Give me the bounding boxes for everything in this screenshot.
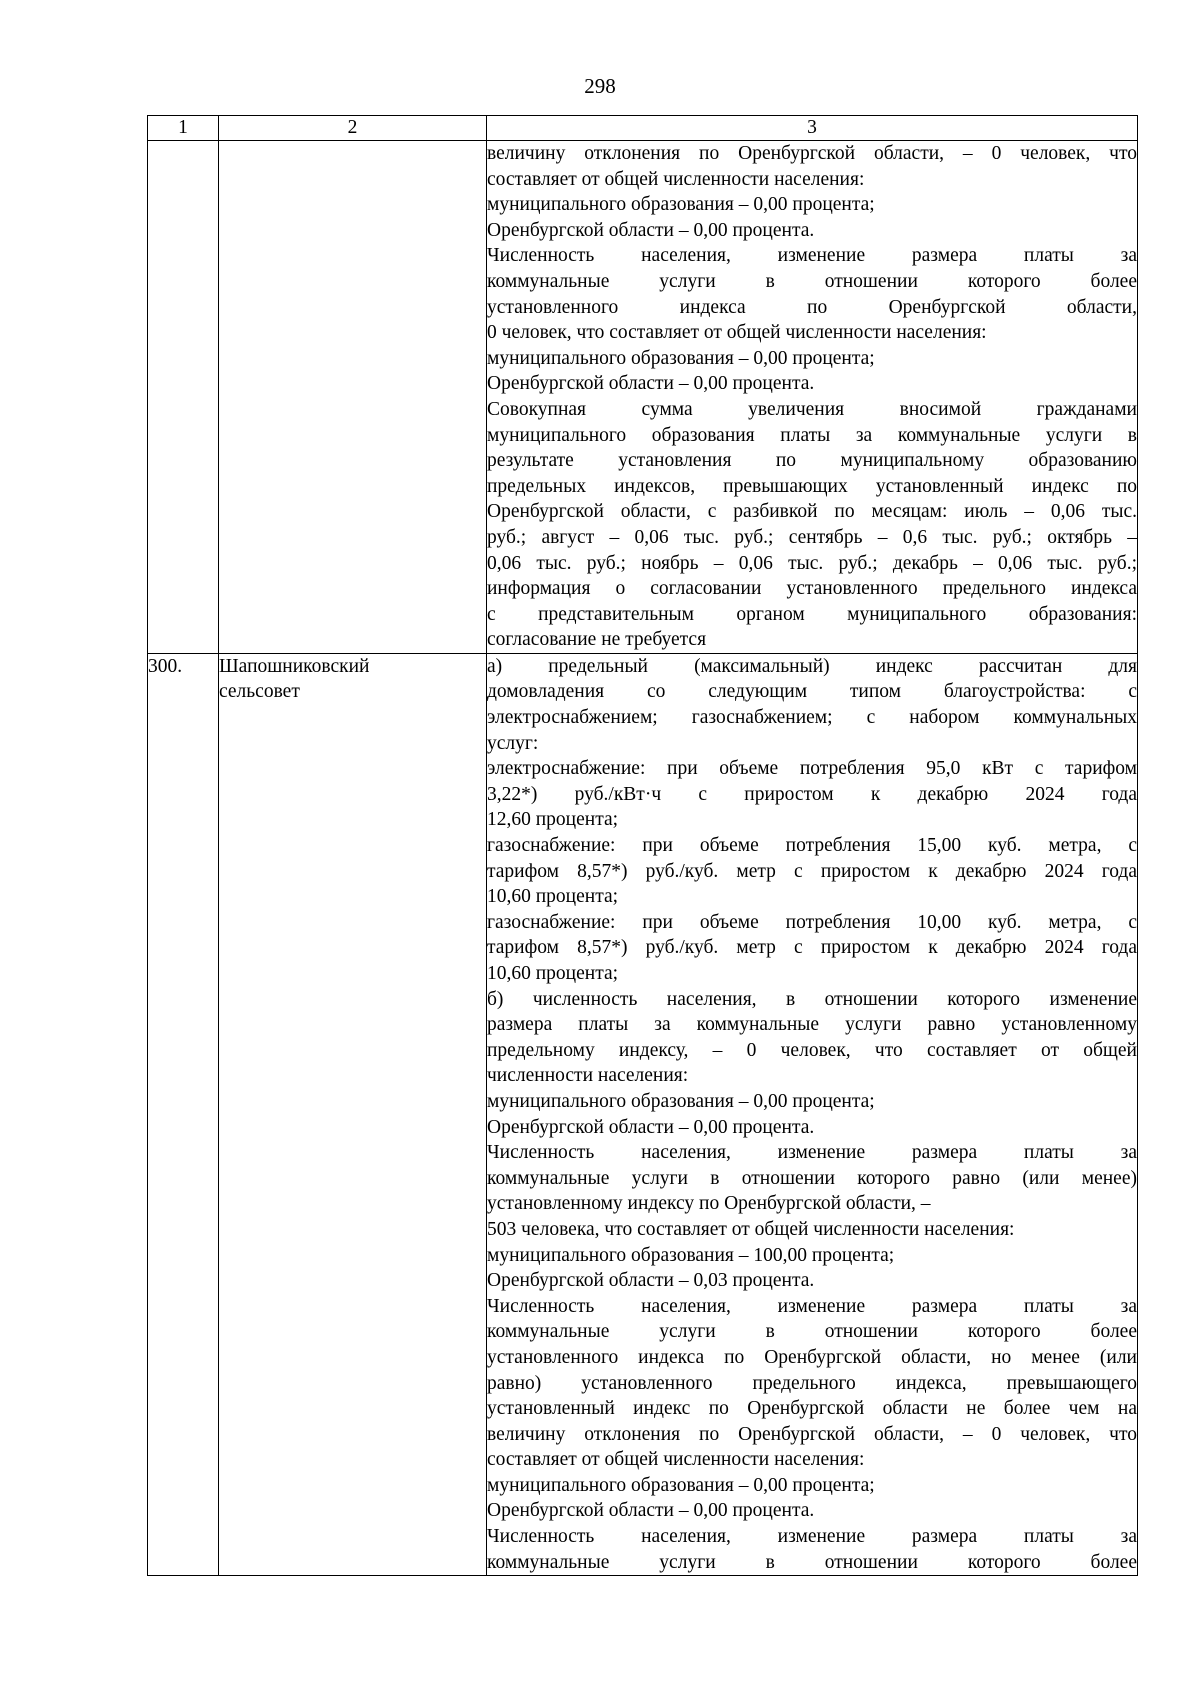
description-line: электроснабжением; газоснабжением; с набором коммунальных: [487, 707, 1137, 729]
page-number: 298: [584, 74, 616, 98]
description-line: коммунальные услуги в отношении которого более: [487, 1321, 1137, 1343]
row-description-cell: [487, 141, 1138, 654]
description-line: муниципального образования – 100,00 процента;: [487, 1244, 895, 1266]
column-header-2: 2: [219, 116, 487, 141]
description-line: Совокупная сумма увеличения вносимой гражданами: [487, 398, 1137, 420]
description-line: равно) установленного предельного индекса, превышающего: [487, 1372, 1137, 1394]
description-line: величину отклонения по Оренбургской области, – 0 человек, что: [487, 1423, 1137, 1445]
description-line: муниципального образования – 0,00 процента;: [487, 194, 875, 216]
description-line: Оренбургской области, с разбивкой по месяцам: июль – 0,06 тыс.: [487, 501, 1137, 523]
description-line: руб.; август – 0,06 тыс. руб.; сентябрь – 0,6 тыс. руб.; октябрь –: [487, 526, 1137, 548]
description-line: с представительным органом муниципального образования:: [487, 603, 1137, 625]
description-line: установленного индекса по Оренбургской области, но менее (или: [487, 1346, 1137, 1368]
description-line: 503 человека, что составляет от общей численности населения:: [487, 1218, 1015, 1240]
description-line: Численность населения, изменение размера платы за: [487, 1142, 1137, 1164]
column-header-3: 3: [487, 116, 1138, 141]
table-row: [148, 653, 1138, 1575]
description-line: муниципального образования – 0,00 процента;: [487, 1474, 875, 1496]
description-line: б) численность населения, в отношении которого изменение: [487, 988, 1137, 1010]
description-line: муниципального образования платы за коммунальные услуги в: [487, 424, 1137, 446]
description-line: 3,22*) руб./кВт·ч с приростом к декабрю 2024 года: [487, 783, 1137, 805]
description-line: коммунальные услуги в отношении которого равно (или менее): [487, 1167, 1137, 1189]
description-line: результате установления по муниципальному образованию: [487, 450, 1137, 472]
row-number-cell: 300.: [148, 653, 219, 1575]
description-line: Оренбургской области – 0,03 процента.: [487, 1270, 815, 1292]
description-line: муниципального образования – 0,00 процента;: [487, 1090, 875, 1112]
description-line: домовладения со следующим типом благоустройства: с: [487, 681, 1137, 703]
description-line: коммунальные услуги в отношении которого более: [487, 1551, 1137, 1573]
description-line: 0 человек, что составляет от общей численности населения:: [487, 322, 987, 344]
description-line: установленному индексу по Оренбургской области, –: [487, 1193, 931, 1215]
description-line: составляет от общей численности населения:: [487, 168, 865, 190]
description-line: тарифом 8,57*) руб./куб. метр с приростом к декабрю 2024 года: [487, 860, 1137, 882]
description-line: величину отклонения по Оренбургской области, – 0 человек, что: [487, 143, 1137, 164]
description-line: согласование не требуется: [487, 629, 707, 651]
description-line: 10,60 процента;: [487, 886, 619, 908]
column-header-1: 1: [148, 116, 219, 141]
description-line: Численность населения, изменение размера платы за: [487, 1295, 1137, 1317]
description-line: информация о согласовании установленного предельного индекса: [487, 578, 1137, 600]
description-line: Численность населения, изменение размера платы за: [487, 245, 1137, 267]
description-line: газоснабжение: при объеме потребления 15,00 куб. метра, с: [487, 835, 1137, 857]
description-line: 10,60 процента;: [487, 963, 619, 984]
description-line: Оренбургской области – 0,00 процента.: [487, 1500, 815, 1522]
description-line: газоснабжение: при объеме потребления 10,00 куб. метра, с: [487, 911, 1137, 933]
row-number-cell: [148, 141, 219, 654]
row-name-line: Шапошниковский: [219, 655, 370, 677]
description-line: 12,60 процента;: [487, 809, 619, 831]
description-line: коммунальные услуги в отношении которого более: [487, 270, 1137, 292]
description-line: установленный индекс по Оренбургской области не более чем на: [487, 1398, 1137, 1420]
description-line: предельному индексу, – 0 человек, что составляет от общей: [487, 1039, 1137, 1061]
table-header-row: [148, 116, 1138, 141]
description-line: размера платы за коммунальные услуги равно установленному: [487, 1014, 1137, 1036]
description-line: 0,06 тыс. руб.; ноябрь – 0,06 тыс. руб.; декабрь – 0,06 тыс. руб.;: [487, 552, 1137, 574]
description-line: Оренбургской области – 0,00 процента.: [487, 373, 815, 395]
table-row: [148, 141, 1138, 654]
description-line: а) предельный (максимальный) индекс рассчитан для: [487, 655, 1137, 677]
description-line: Численность населения, изменение размера платы за: [487, 1526, 1137, 1548]
description-line: Оренбургской области – 0,00 процента.: [487, 1116, 815, 1138]
row-description-cell: [487, 653, 1138, 1575]
description-line: муниципального образования – 0,00 процента;: [487, 347, 875, 369]
description-line: Оренбургской области – 0,00 процента.: [487, 219, 815, 241]
row-name-line: сельсовет: [219, 681, 300, 703]
description-line: установленного индекса по Оренбургской области,: [487, 296, 1137, 318]
description-line: услуг:: [487, 732, 539, 754]
description-line: предельных индексов, превышающих установленный индекс по: [487, 475, 1137, 497]
document-table: [147, 115, 1138, 1576]
row-name-cell: [219, 141, 487, 654]
row-name-cell: [219, 653, 487, 1575]
description-line: численности населения:: [487, 1065, 689, 1087]
description-line: электроснабжение: при объеме потребления 95,0 кВт с тарифом: [487, 758, 1137, 780]
description-line: составляет от общей численности населения:: [487, 1449, 865, 1471]
description-line: тарифом 8,57*) руб./куб. метр с приростом к декабрю 2024 года: [487, 937, 1137, 959]
